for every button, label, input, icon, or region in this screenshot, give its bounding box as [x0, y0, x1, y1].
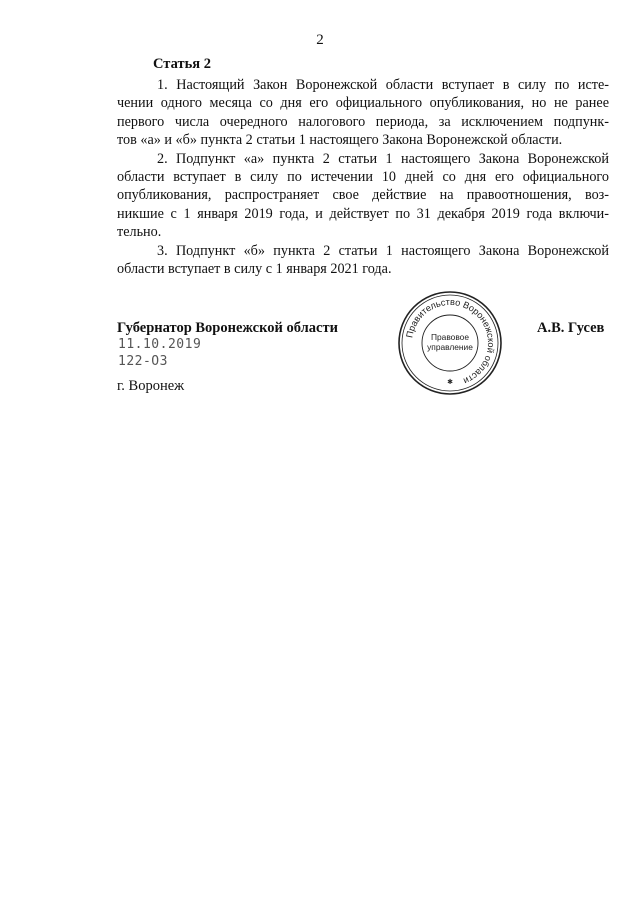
- seal-inner-line-1: Правовое: [430, 332, 470, 342]
- signatory-name: А.В. Гусев: [537, 320, 605, 336]
- text-line: 3. Подпункт «б» пункта 2 статьи 1 настоящего Закона Воронежской: [157, 242, 609, 259]
- seal-star-icon: ✱: [447, 378, 453, 386]
- text-line: чении одного месяца со дня его официального опубликования, но не ранее: [117, 95, 609, 112]
- seal-ring-text: Правительство Воронежской области: [404, 296, 497, 387]
- article-body: [117, 76, 609, 278]
- text-line: области вступает в силу с 1 января 2021 года.: [117, 261, 392, 278]
- official-seal: [397, 290, 503, 396]
- page-number: 2: [316, 32, 324, 48]
- text-line: первого числа очередного налогового периода, за исключением подпунк-: [117, 113, 609, 130]
- paragraph-3: [117, 242, 609, 279]
- text-line: никшие с 1 января 2019 года, и действует по 31 декабря 2019 года включи-: [117, 205, 609, 222]
- governor-title: Губернатор Воронежской области: [117, 320, 338, 336]
- text-line: опубликования, распространяет свое действие на правоотношения, воз-: [117, 187, 609, 204]
- text-line: тельно.: [117, 224, 162, 241]
- text-line: 2. Подпункт «а» пункта 2 статьи 1 настоящего Закона Воронежской: [157, 150, 609, 167]
- text-line: области вступает в силу по истечении 10 дней со дня его официального: [117, 169, 609, 186]
- city-name: г. Воронеж: [117, 378, 185, 394]
- law-number-stamp: 122-ОЗ: [118, 354, 168, 369]
- text-line: тов «а» и «б» пункта 2 статьи 1 настоящего Закона Воронежской области.: [117, 132, 563, 149]
- date-stamp: 11.10.2019: [118, 337, 202, 352]
- seal-inner-line-2: управление: [427, 342, 473, 352]
- article-heading: Статья 2: [153, 56, 211, 72]
- paragraph-1: [117, 76, 609, 150]
- paragraph-2: [117, 150, 609, 242]
- text-line: 1. Настоящий Закон Воронежской области вступает в силу по исте-: [157, 77, 609, 93]
